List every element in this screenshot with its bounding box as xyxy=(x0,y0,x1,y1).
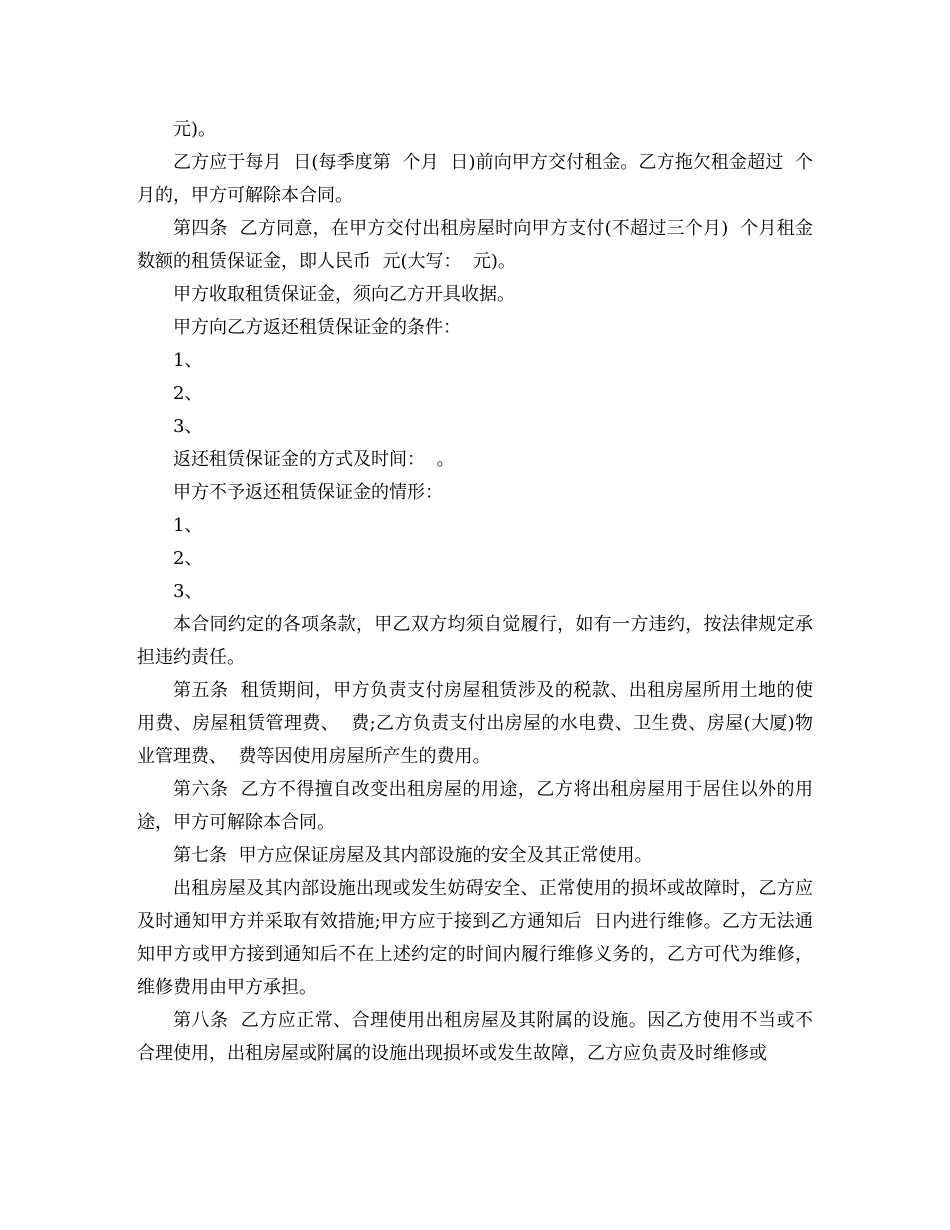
contract-paragraph: 第八条 乙方应正常、合理使用出租房屋及其附属的设施。因乙方使用不当或不合理使用，出租房屋或附属的设施出现损坏或发生故障，乙方应负责及时维修或 xyxy=(137,1010,813,1064)
contract-paragraph: 第六条 乙方不得擅自改变出租房屋的用途，乙方将出租房屋用于居住以外的用途，甲方可解除本合同。 xyxy=(137,779,813,833)
list-item: 1、 xyxy=(173,515,203,536)
contract-paragraph: 元)。 xyxy=(173,119,217,140)
contract-paragraph: 乙方应于每月 日(每季度第 个月 日)前向甲方交付租金。乙方拖欠租金超过 个月的，甲方可解除本合同。 xyxy=(137,152,813,206)
list-item: 1、 xyxy=(173,350,203,371)
contract-paragraph: 本合同约定的各项条款，甲乙双方均须自觉履行，如有一方违约，按法律规定承担违约责任。 xyxy=(137,614,813,668)
contract-paragraph: 第七条 甲方应保证房屋及其内部设施的安全及其正常使用。 xyxy=(173,845,653,866)
contract-paragraph: 甲方向乙方返还租赁保证金的条件： xyxy=(173,317,461,338)
list-item: 3、 xyxy=(173,416,203,437)
list-item: 3、 xyxy=(173,581,203,602)
contract-paragraph: 返还租赁保证金的方式及时间： 。 xyxy=(173,449,455,470)
contract-paragraph: 甲方不予返还租赁保证金的情形： xyxy=(173,482,443,503)
contract-paragraph: 甲方收取租赁保证金，须向乙方开具收据。 xyxy=(173,284,515,305)
list-item: 2、 xyxy=(173,548,203,569)
contract-paragraph: 出租房屋及其内部设施出现或发生妨碍安全、正常使用的损坏或故障时，乙方应及时通知甲方并采取有效措施;甲方应于接到乙方通知后 日内进行维修。乙方无法通知甲方或甲方接到通知后不在上述约定的时间内履行维修义务的，乙方可代为维修，维修费用由甲方承担。 xyxy=(137,878,813,998)
contract-paragraph: 第五条 租赁期间，甲方负责支付房屋租赁涉及的税款、出租房屋所用土地的使用费、房屋租赁管理费、 费;乙方负责支付出房屋的水电费、卫生费、房屋(大厦)物业管理费、 费等因使用房屋所产生的费用。 xyxy=(137,680,813,767)
contract-paragraph: 第四条 乙方同意，在甲方交付出租房屋时向甲方支付(不超过三个月) 个月租金数额的租赁保证金，即人民币 元(大写： 元)。 xyxy=(137,218,813,272)
list-item: 2、 xyxy=(173,383,203,404)
contract-body xyxy=(137,113,813,1070)
